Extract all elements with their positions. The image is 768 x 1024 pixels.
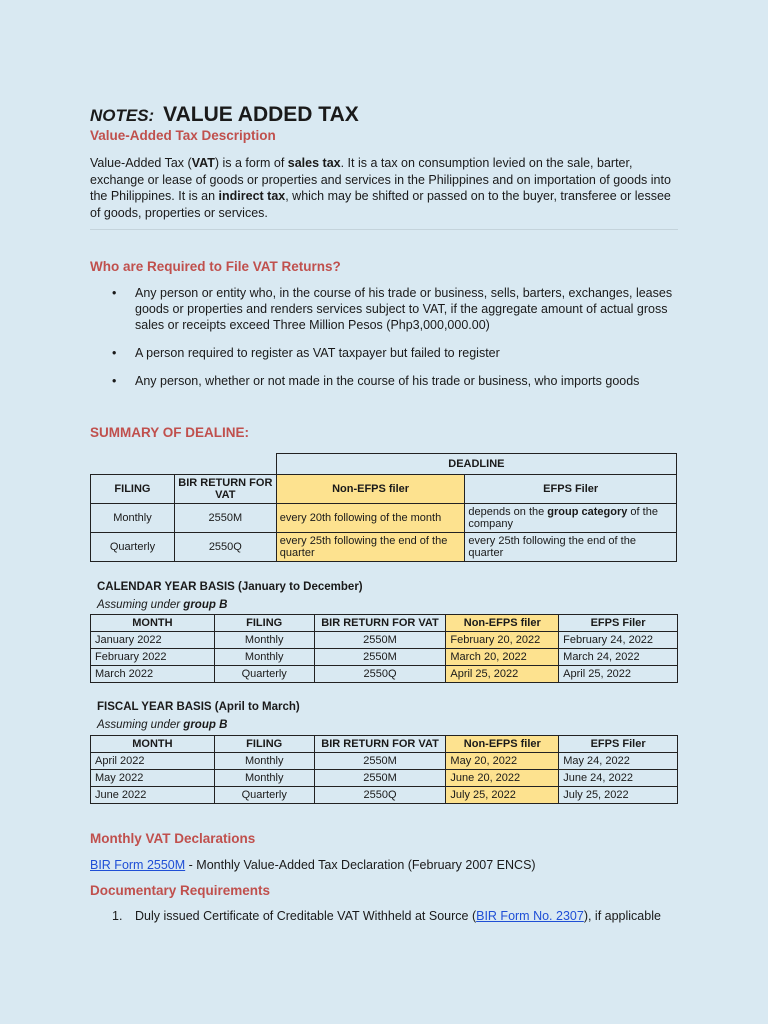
cell-non-efps: March 20, 2022 <box>446 649 559 666</box>
cell-month: June 2022 <box>91 787 215 804</box>
cell-month: April 2022 <box>91 753 215 770</box>
monthly-paragraph <box>90 857 680 874</box>
cell-non-efps: July 25, 2022 <box>446 787 559 804</box>
cell-non-efps: May 20, 2022 <box>446 753 559 770</box>
cell-bir: 2550Q <box>314 666 446 683</box>
list-item: • A person required to register as VAT taxpayer but failed to register <box>90 345 680 361</box>
cell-filing: Quarterly <box>91 533 175 562</box>
cell-filing: Monthly <box>214 649 314 666</box>
cell-filing: Monthly <box>214 753 314 770</box>
cell-month: May 2022 <box>91 770 215 787</box>
description-heading: Value-Added Tax Description <box>90 128 276 143</box>
bir-form-2550m-link[interactable]: BIR Form 2550M <box>90 858 186 872</box>
assume-prefix: Assuming under <box>97 599 184 611</box>
table-row <box>91 533 677 562</box>
cell-non-efps: every 25th following the end of the quarter <box>276 533 465 562</box>
cell-bir: 2550Q <box>174 533 276 562</box>
calendar-heading: CALENDAR YEAR BASIS (January to December) <box>97 581 363 593</box>
cell-month: March 2022 <box>91 666 215 683</box>
cell-non-efps: every 20th following of the month <box>276 504 465 533</box>
description-paragraph <box>90 155 680 221</box>
docs-list <box>90 909 661 923</box>
summary-heading: SUMMARY OF DEALINE: <box>90 425 250 440</box>
calendar-assumption <box>97 599 227 611</box>
list-item: • Any person or entity who, in the course of his trade or business, sells, barters, exchanges, leases goods or properties and renders services subject to VAT, if the aggregate amount of actual gross sales or receipts exceed Three Million Pesos (Php3,000,000.00) <box>90 285 680 333</box>
deadline-header: DEADLINE <box>276 454 676 475</box>
description-indirect-tax: indirect tax <box>218 189 286 203</box>
calendar-table <box>90 614 678 683</box>
assume-prefix: Assuming under <box>97 719 184 731</box>
cell-filing: Monthly <box>91 504 175 533</box>
table-row <box>91 649 678 666</box>
table-row <box>91 632 678 649</box>
efps-text-a: every 25th following the end of the quarter <box>468 535 636 559</box>
cell-filing: Monthly <box>214 632 314 649</box>
section-divider <box>90 229 678 230</box>
item-text-a: Duly issued Certificate of Creditable VAT Withheld at Source ( <box>135 909 477 923</box>
col-header-bir: BIR RETURN FOR VAT <box>174 475 276 504</box>
cell-bir: 2550M <box>314 753 446 770</box>
col-header-non-efps: Non-EFPS filer <box>276 475 465 504</box>
assume-group: group B <box>183 719 228 731</box>
cell-efps <box>465 504 677 533</box>
efps-text-c: of the company <box>468 506 658 530</box>
col-header-filing: FILING <box>91 475 175 504</box>
col-header-efps: EFPS Filer <box>559 736 678 753</box>
col-header-bir: BIR RETURN FOR VAT <box>314 615 446 632</box>
cell-efps: July 25, 2022 <box>559 787 678 804</box>
title-prefix: NOTES: <box>90 106 155 125</box>
table-row <box>91 787 678 804</box>
item-text-b: ), if applicable <box>583 909 661 923</box>
col-header-non-efps: Non-EFPS filer <box>446 615 559 632</box>
bir-form-2307-link[interactable]: BIR Form No. 2307 <box>476 909 584 923</box>
cell-month: January 2022 <box>91 632 215 649</box>
description-text-4: , which may be shifted or passed on to the buyer, transferee or lessee of goods, properties or services. <box>90 189 671 220</box>
col-header-bir: BIR RETURN FOR VAT <box>314 736 446 753</box>
fiscal-table <box>90 735 678 804</box>
col-header-efps: EFPS Filer <box>559 615 678 632</box>
list-item: • Any person, whether or not made in the course of his trade or business, who imports goods <box>90 373 680 389</box>
table-row <box>91 504 677 533</box>
summary-table <box>90 453 677 562</box>
cell-efps: February 24, 2022 <box>559 632 678 649</box>
who-list <box>90 285 690 401</box>
fiscal-assumption <box>97 719 227 731</box>
cell-month: February 2022 <box>91 649 215 666</box>
item-number: 1. <box>112 909 123 923</box>
table-row <box>91 666 678 683</box>
who-heading: Who are Required to File VAT Returns? <box>90 259 341 274</box>
col-header-efps: EFPS Filer <box>465 475 677 504</box>
empty-cell <box>91 454 277 475</box>
col-header-month: MONTH <box>91 615 215 632</box>
description-vat: VAT <box>191 156 215 170</box>
cell-bir: 2550M <box>314 770 446 787</box>
cell-efps: May 24, 2022 <box>559 753 678 770</box>
col-header-month: MONTH <box>91 736 215 753</box>
col-header-non-efps: Non-EFPS filer <box>446 736 559 753</box>
cell-bir: 2550M <box>314 632 446 649</box>
cell-efps: April 25, 2022 <box>559 666 678 683</box>
docs-heading: Documentary Requirements <box>90 883 271 898</box>
list-item <box>90 909 661 923</box>
monthly-text: - Monthly Value-Added Tax Declaration (February 2007 ENCS) <box>185 858 536 872</box>
efps-text-a: depends on the <box>468 506 548 518</box>
fiscal-heading: FISCAL YEAR BASIS (April to March) <box>97 701 300 713</box>
page-title <box>90 92 359 129</box>
table-row <box>91 753 678 770</box>
monthly-heading: Monthly VAT Declarations <box>90 831 256 846</box>
assume-group: group B <box>183 599 228 611</box>
cell-efps: March 24, 2022 <box>559 649 678 666</box>
col-header-filing: FILING <box>214 736 314 753</box>
title-main: VALUE ADDED TAX <box>163 103 359 126</box>
description-text-2: ) is a form of <box>214 156 288 170</box>
cell-non-efps: June 20, 2022 <box>446 770 559 787</box>
cell-bir: 2550M <box>174 504 276 533</box>
cell-bir: 2550Q <box>314 787 446 804</box>
cell-non-efps: February 20, 2022 <box>446 632 559 649</box>
description-text-3: . It is a tax on consumption levied on the sale, barter, exchange or lease of goods or properties and services in the Philippines and on importation of goods into the Philippines. It is an <box>90 156 671 203</box>
efps-group-category: group category <box>547 506 628 518</box>
cell-efps: June 24, 2022 <box>559 770 678 787</box>
cell-bir: 2550M <box>314 649 446 666</box>
cell-filing: Monthly <box>214 770 314 787</box>
col-header-filing: FILING <box>214 615 314 632</box>
cell-filing: Quarterly <box>214 666 314 683</box>
table-row <box>91 770 678 787</box>
description-sales-tax: sales tax <box>287 156 341 170</box>
cell-filing: Quarterly <box>214 787 314 804</box>
description-text-1: Value-Added Tax ( <box>90 156 192 170</box>
cell-efps <box>465 533 677 562</box>
cell-non-efps: April 25, 2022 <box>446 666 559 683</box>
